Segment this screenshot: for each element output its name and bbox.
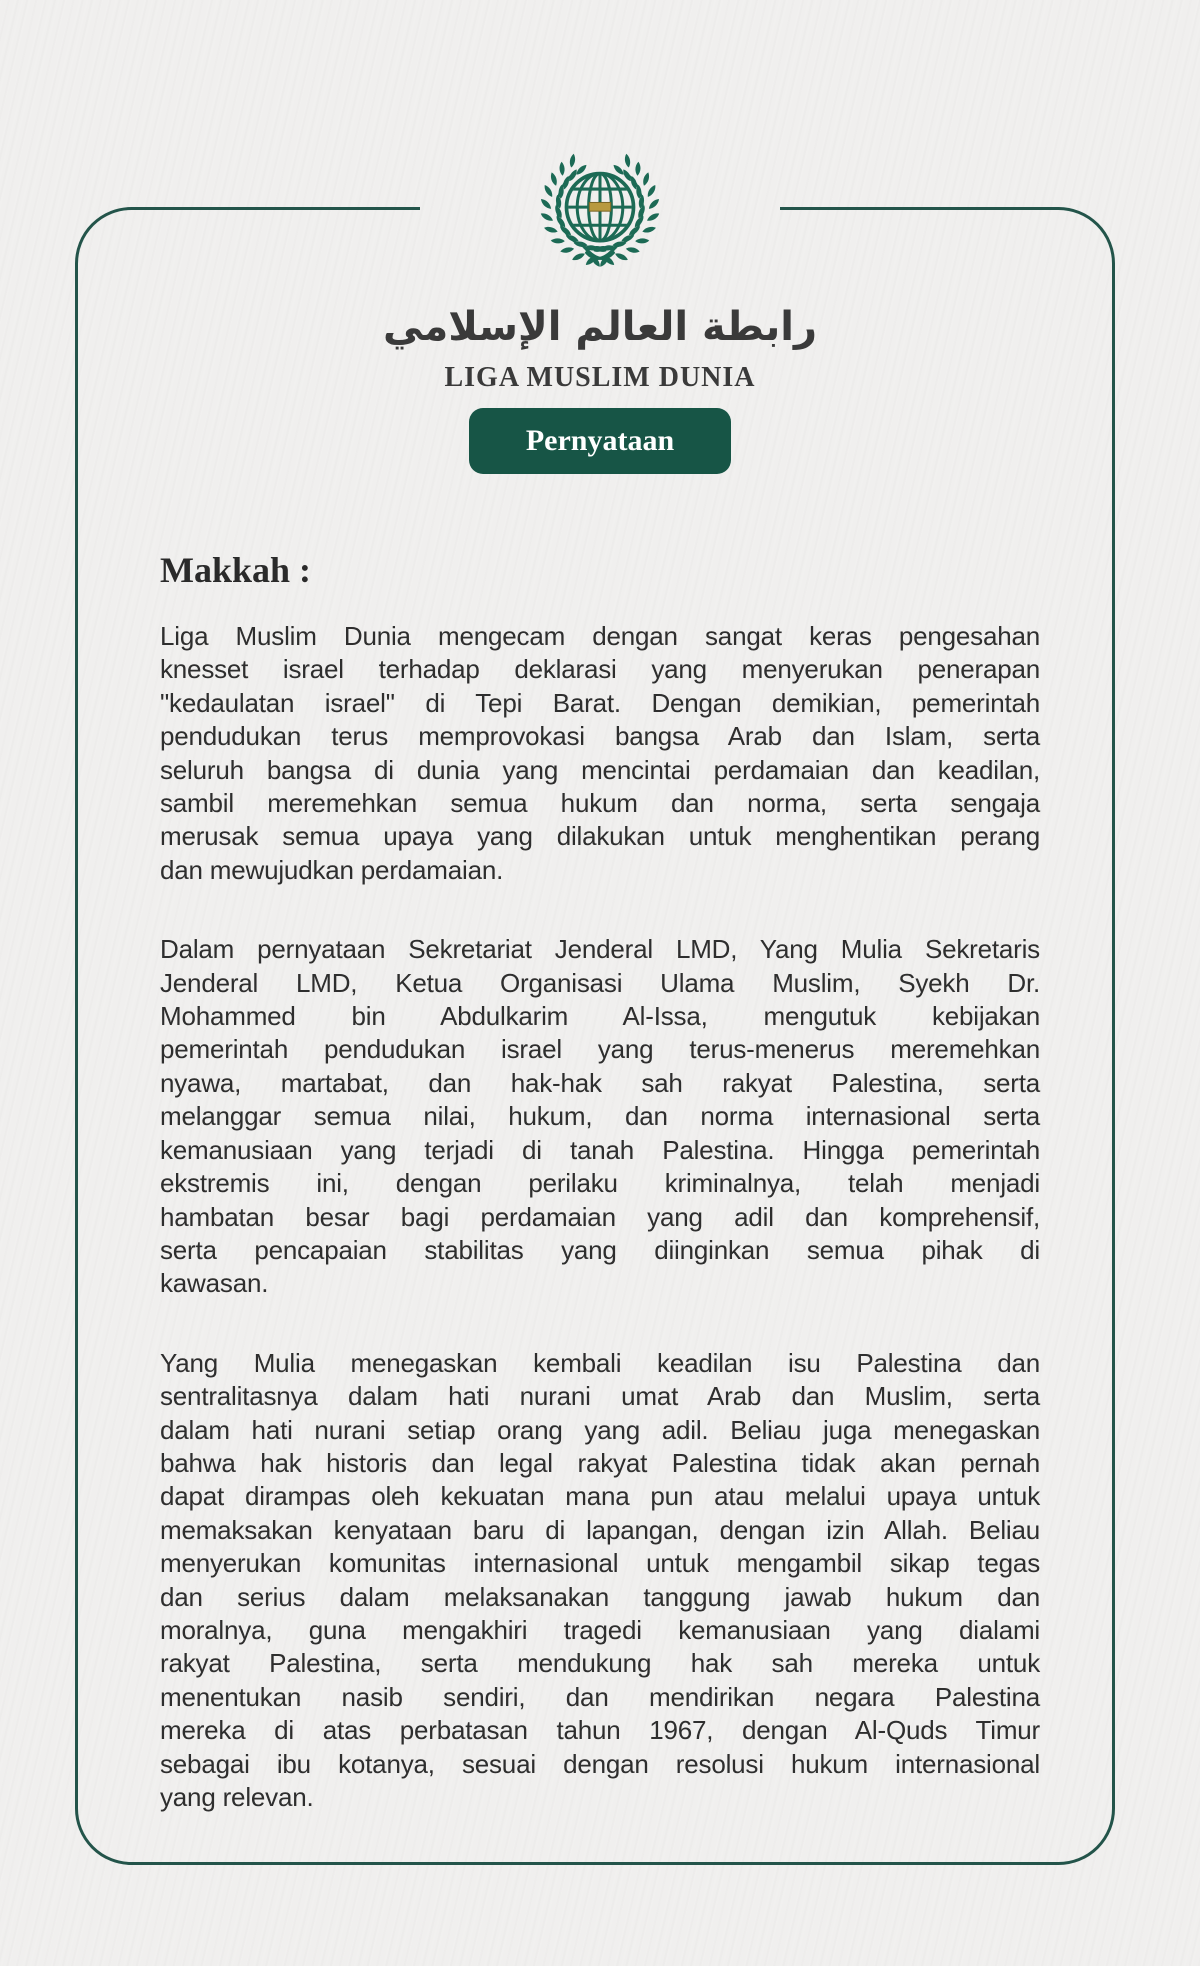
paragraph: [160, 620, 1040, 887]
text-line: ekstremis ini, dengan perilaku kriminalnya, telah menjadi: [160, 1168, 1040, 1199]
text-line: hambatan besar bagi perdamaian yang adil dan komprehensif,: [160, 1201, 1040, 1232]
text-line: dan serius dalam melaksanakan tanggung jawab hukum dan: [160, 1581, 1040, 1612]
kaaba-door-icon: [589, 202, 610, 211]
paragraph: [160, 1347, 1040, 1815]
paragraph: [160, 933, 1040, 1300]
text-line: Dalam pernyataan Sekretariat Jenderal LMD, Yang Mulia Sekretaris: [160, 934, 1040, 965]
text-line: bahwa hak historis dan legal rakyat Palestina tidak akan pernah: [160, 1447, 1040, 1478]
text-line: knesset israel terhadap deklarasi yang menyerukan penerapan: [160, 654, 1040, 685]
text-line: Mohammed bin Abdulkarim Al-Issa, mengutuk kebijakan: [160, 1001, 1040, 1032]
text-line: Yang Mulia menegaskan kembali keadilan isu Palestina dan: [160, 1347, 1040, 1378]
text-line: dapat dirampas oleh kekuatan mana pun atau melalui upaya untuk: [160, 1481, 1040, 1512]
text-line: Liga Muslim Dunia mengecam dengan sangat keras pengesahan: [160, 621, 1040, 651]
logo-arabic-name: رابطة العالم الإسلامي: [383, 304, 817, 350]
text-line: yang relevan.: [160, 1782, 314, 1812]
statement-badge: [469, 408, 731, 474]
text-line: dalam hati nurani setiap orang yang adil. Beliau juga menegaskan: [160, 1414, 1040, 1445]
badge-label: Pernyataan: [525, 424, 675, 457]
text-line: seluruh bangsa di dunia yang mencintai perdamaian dan keadilan,: [160, 754, 1040, 785]
text-line: melanggar semua nilai, hukum, dan norma internasional serta: [160, 1101, 1040, 1132]
text-line: kawasan.: [160, 1268, 269, 1299]
text-line: mereka di atas perbatasan tahun 1967, dengan Al-Quds Timur: [160, 1715, 1040, 1746]
text-line: "kedaulatan israel" di Tepi Barat. Dengan demikian, pemerintah: [160, 687, 1040, 718]
text-line: sebagai ibu kotanya, sesuai dengan resolusi hukum internasional: [160, 1748, 1040, 1779]
laurel-wreath-icon: [533, 148, 667, 273]
text-line: menentukan nasib sendiri, dan mendirikan negara Palestina: [160, 1681, 1040, 1712]
text-line: merusak semua upaya yang dilakukan untuk menghentikan perang: [160, 821, 1040, 852]
text-line: kemanusiaan yang terjadi di tanah Palestina. Hingga pemerintah: [160, 1134, 1040, 1165]
dateline: Makkah :: [160, 550, 312, 590]
text-line: serta pencapaian stabilitas yang diinginkan semua pihak di: [160, 1234, 1040, 1265]
logo-latin-name: LIGA MUSLIM DUNIA: [444, 362, 756, 393]
text-line: moralnya, guna mengakhiri tragedi kemanusiaan yang dialami: [160, 1614, 1040, 1645]
text-line: rakyat Palestina, serta mendukung hak sah mereka untuk: [160, 1648, 1040, 1679]
text-line: sambil meremehkan semua hukum dan norma, serta sengaja: [160, 788, 1040, 819]
text-line: sentralitasnya dalam hati nurani umat Arab dan Muslim, serta: [160, 1381, 1040, 1412]
statement-body: [160, 620, 1040, 1860]
text-line: pemerintah pendudukan israel yang terus-menerus meremehkan: [160, 1034, 1040, 1065]
text-line: menyerukan komunitas internasional untuk mengambil sikap tegas: [160, 1548, 1040, 1579]
text-line: pendudukan terus memprovokasi bangsa Arab dan Islam, serta: [160, 721, 1040, 752]
text-line: memaksakan kenyataan baru di lapangan, dengan izin Allah. Beliau: [160, 1514, 1040, 1545]
text-line: Jenderal LMD, Ketua Organisasi Ulama Muslim, Syekh Dr.: [160, 967, 1040, 998]
text-line: dan mewujudkan perdamaian.: [160, 854, 504, 885]
text-line: nyawa, martabat, dan hak-hak sah rakyat Palestina, serta: [160, 1067, 1040, 1098]
